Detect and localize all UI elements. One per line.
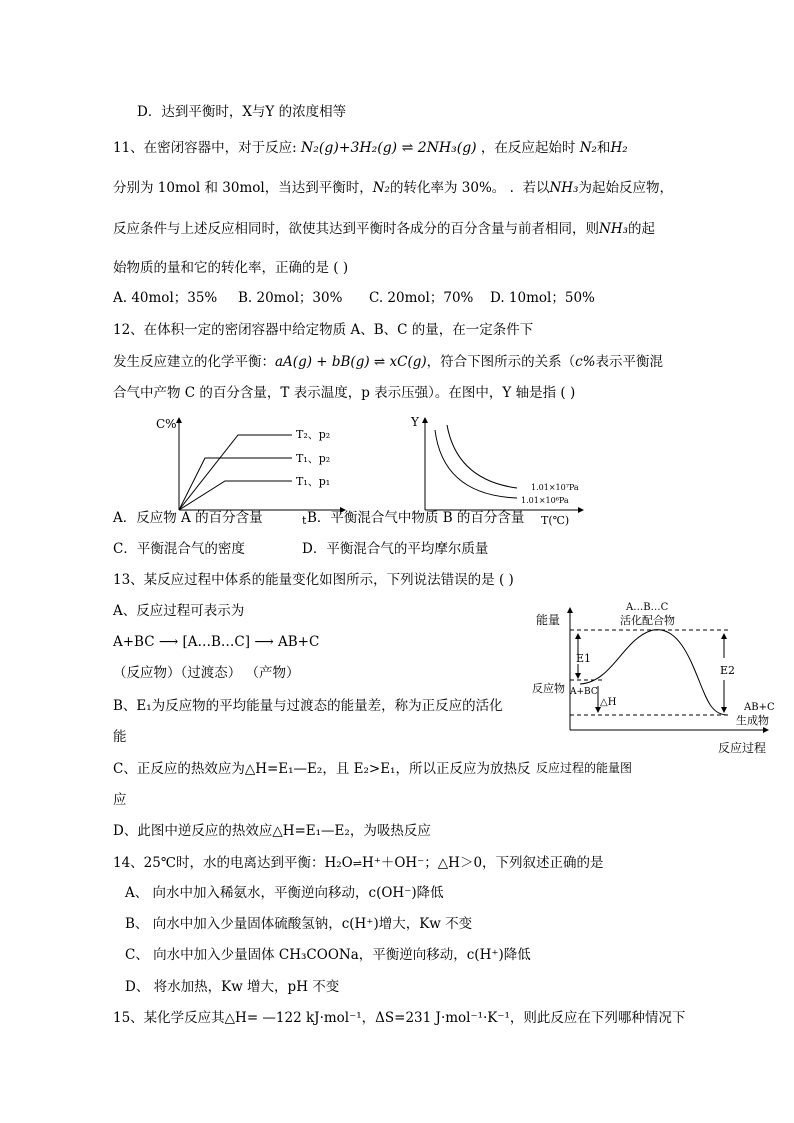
reactant-label: 反应物	[532, 682, 565, 695]
g1-ylabel: C%	[156, 417, 177, 431]
q12-cpct: c%	[575, 354, 596, 370]
q12-text-3: 表示平衡混	[595, 354, 664, 370]
q11-line3	[113, 219, 655, 239]
q11-line4: 始物质的量和它的转化率，正确的是 ( )	[113, 260, 349, 276]
g1-label-1: T₂、p₂	[296, 428, 331, 441]
g1-label-2: T₁、p₂	[296, 452, 331, 465]
q11-text-6: 为起始反应物，	[578, 180, 673, 196]
reactant-formula: A+BC	[570, 687, 598, 697]
q13-option-b-2: 能	[113, 729, 127, 745]
q14-option-b: B、 向水中加入少量固体硫酸氢钠，c(H⁺)增大，Kw 不变	[125, 916, 473, 932]
q11-option-a: A. 40mol；35%	[113, 290, 218, 306]
q11-reaction: N₂(g)+3H₂(g) ⇌ 2NH₃(g)	[301, 140, 477, 156]
q11-text-4: 的转化率为 30%。	[389, 180, 506, 196]
q11-option-c: C. 20mol；70%	[369, 290, 474, 306]
g1-curve-t1p2	[179, 458, 292, 510]
g2-ylabel: Y	[411, 415, 419, 429]
q12-option-b: B．平衡混合气中物质 B 的百分含量	[307, 510, 525, 526]
q11-h2: H₂	[610, 140, 628, 156]
q13-option-a: A、反应过程可表示为	[113, 603, 245, 619]
q11-text-5: 若以	[522, 180, 550, 196]
g2-curve-high	[447, 425, 517, 488]
q13-option-b-1: B、E₁为反应物的平均能量与过渡态的能量差，称为正反应的活化	[113, 698, 503, 714]
q12-text-2: ，符合下图所示的关系（	[426, 354, 576, 370]
product-formula: AB+C	[744, 702, 775, 713]
q11-text-7: 反应条件与上述反应相同时，欲使其达到平衡时各成分的百分含量与前者相同，则	[113, 221, 599, 237]
q11-and: 和	[596, 140, 611, 156]
q13-option-c-1: C、正反应的热效应为△H=E₁—E₂，且 E₂>E₁，所以正反应为放热反	[113, 761, 531, 777]
q11-text-8: 的起	[628, 221, 655, 237]
q12-option-d: D．平衡混合气的平均摩尔质量	[302, 541, 489, 557]
energy-ylabel: 能量	[536, 613, 561, 627]
product-label: 生成物	[736, 714, 769, 727]
q11-nh3: NH₃	[549, 180, 579, 196]
q13-option-c-2: 应	[113, 792, 127, 808]
ts-label: 活化配合物	[620, 614, 675, 627]
g2-label-1: 1.01×10⁷Pa	[531, 483, 579, 492]
q11-text-2: ，在反应起始时	[480, 140, 576, 156]
dh-label: △H	[600, 697, 617, 708]
q13-option-d: D、此图中逆反应的热效应△H=E₁—E₂，为吸热反应	[113, 823, 431, 839]
q11-line1	[113, 138, 628, 158]
q11-option-d: D. 10mol；50%	[490, 290, 595, 306]
q12-line1: 12、在体积一定的密闭容器中给定物质 A、B、C 的量，在一定条件下	[113, 322, 534, 338]
q11-nh3-b: NH₃	[599, 221, 628, 237]
q12-reaction: aA(g) + bB(g) ⇌ xC(g)	[275, 354, 427, 370]
g2-xlabel: T(℃)	[541, 514, 570, 527]
g2-curve-low	[435, 430, 517, 498]
q13-line1: 13、某反应过程中体系的能量变化如图所示，下列说法错误的是 ( )	[113, 572, 514, 588]
q14-option-a: A、 向水中加入稀氨水，平衡逆向移动，c(OH⁻)降低	[125, 885, 444, 901]
q11-text-1: 11、在密闭容器中，对于反应:	[113, 140, 297, 156]
q10-option-d: D．达到平衡时，X与Y 的浓度相等	[137, 104, 347, 120]
q14-text-1: 14、25℃时，水的电离达到平衡：H₂O	[113, 855, 353, 871]
q14-option-d: D、 将水加热，Kw 增大，pH 不变	[125, 979, 340, 995]
g1-curve-t1p1	[179, 481, 292, 510]
q13-energy-diagram	[528, 598, 778, 788]
e1-label: E1	[576, 652, 592, 665]
q11-text-3: 分别为 10mol 和 30mol，当达到平衡时，	[113, 180, 373, 196]
q14-option-c: C、 向水中加入少量固体 CH₃COONa，平衡逆向移动，c(H⁺)降低	[125, 947, 531, 963]
q14-text-2: H⁺＋OH⁻；△H＞0，下列叙述正确的是	[361, 855, 604, 871]
q12-text-1: 发生反应建立的化学平衡：	[113, 354, 275, 370]
q11-n2: N₂	[579, 140, 597, 156]
q13-labels: （反应物）（过渡态） （产物）	[113, 665, 300, 681]
q13-equation: A+BC ⟶ [A…B…C] ⟶ AB+C	[113, 634, 320, 650]
energy-xlabel: 反应过程	[718, 741, 767, 755]
energy-caption: 反应过程的能量图	[536, 761, 633, 775]
q15-line1: 15、某化学反应其△H= —122 kJ·mol⁻¹，ΔS=231 J·mol⁻¹·K⁻¹，则此反应在下列哪种情况下	[113, 1010, 686, 1026]
g2-label-2: 1.01×10⁶Pa	[521, 496, 569, 505]
q11-n2-b: N₂	[372, 180, 390, 196]
ts-formula: A…B…C	[626, 602, 669, 613]
e2-label: E2	[720, 664, 736, 677]
q12-line3: 合气中产物 C 的百分含量，T 表示温度，p 表示压强）。在图中，Y 轴是指 ( )	[113, 385, 576, 401]
q12-option-a: A．反应物 A 的百分含量	[113, 510, 263, 526]
q11-line2: 分别为 10mol 和 30mol，当达到平衡时，N₂的转化率为 30%。 . 若以NH₃为起始反应物，	[113, 180, 673, 196]
g1-label-3: T₁、p₁	[296, 475, 331, 488]
g1-xlabel: t	[302, 514, 307, 527]
q12-line2	[113, 352, 663, 372]
q11-option-b: B. 20mol；30%	[238, 290, 343, 306]
q12-option-c: C．平衡混合气的密度	[113, 541, 245, 557]
equilibrium-arrow-icon: ⇌	[352, 857, 362, 870]
q14-line1	[113, 853, 604, 874]
